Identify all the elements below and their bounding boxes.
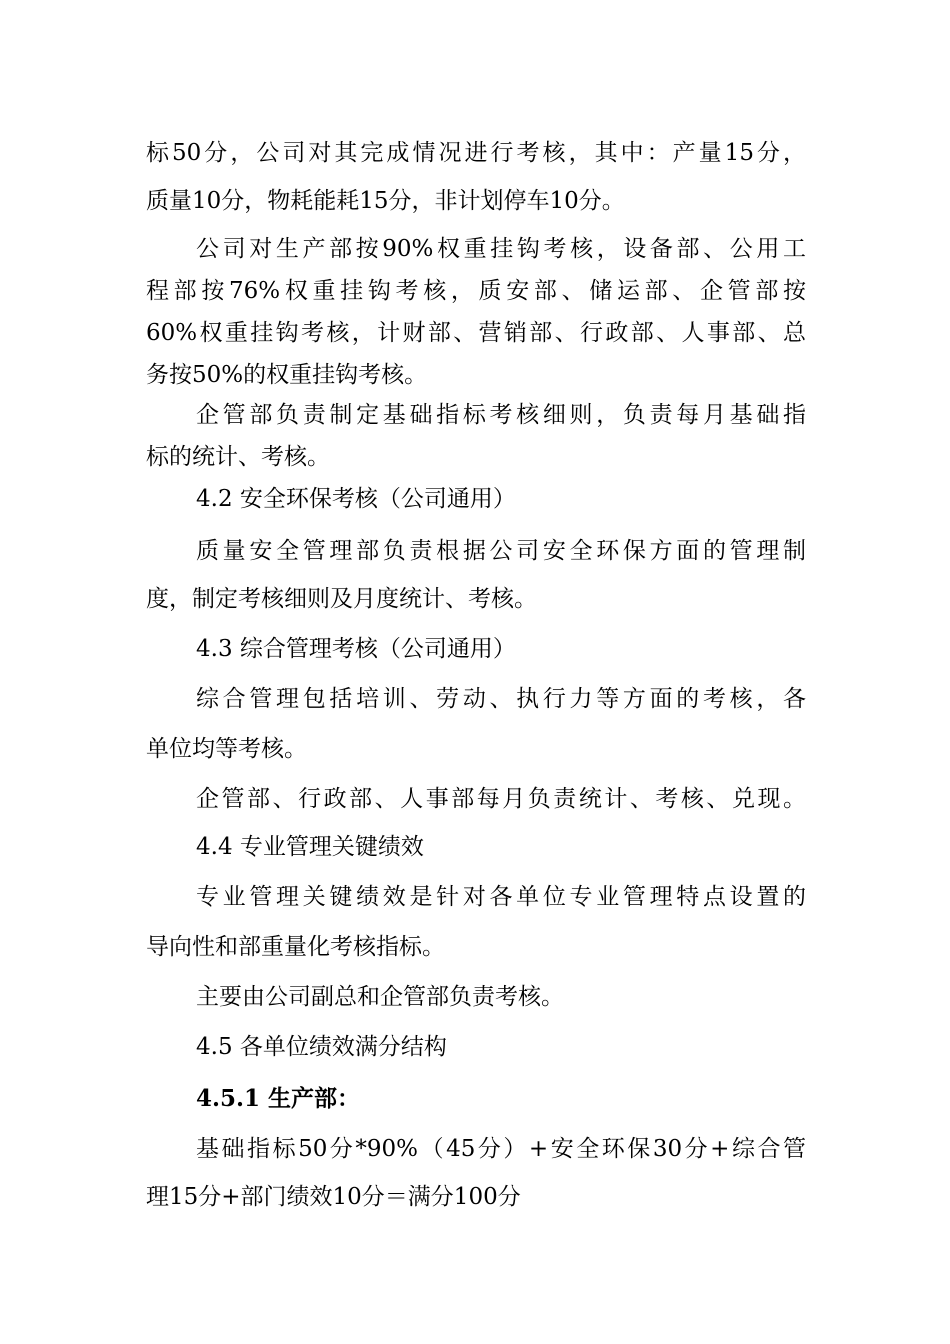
section-heading-4-5: 4.5 各单位绩效满分结构 <box>196 1034 447 1060</box>
paragraph-line: 导向性和部重量化考核指标。 <box>146 934 445 960</box>
section-heading-4-5-1: 4.5.1 生产部： <box>196 1085 361 1112</box>
section-heading-4-3: 4.3 综合管理考核（公司通用） <box>196 636 516 662</box>
paragraph-line: 标的统计、考核。 <box>146 444 330 470</box>
paragraph-line: 理15分+部门绩效10分＝满分100分 <box>146 1184 521 1210</box>
section-heading-4-2: 4.2 安全环保考核（公司通用） <box>196 486 516 512</box>
paragraph-line: 质量安全管理部负责根据公司安全环保方面的管理制 <box>196 538 806 564</box>
paragraph-line: 程部按76%权重挂钩考核，质安部、储运部、企管部按 <box>146 278 806 304</box>
section-heading-4-4: 4.4 专业管理关键绩效 <box>196 834 424 860</box>
paragraph-line: 综合管理包括培训、劳动、执行力等方面的考核，各 <box>196 686 806 712</box>
paragraph-line: 公司对生产部按90%权重挂钩考核，设备部、公用工 <box>196 236 806 262</box>
paragraph-line: 务按50%的权重挂钩考核。 <box>146 362 428 388</box>
paragraph-line: 度，制定考核细则及月度统计、考核。 <box>146 586 537 612</box>
paragraph-line: 主要由公司副总和企管部负责考核。 <box>196 984 564 1010</box>
paragraph-line: 60%权重挂钩考核，计财部、营销部、行政部、人事部、总 <box>146 320 806 346</box>
paragraph-line: 单位均等考核。 <box>146 736 307 762</box>
paragraph-line: 企管部负责制定基础指标考核细则，负责每月基础指 <box>196 402 806 428</box>
paragraph-line: 企管部、行政部、人事部每月负责统计、考核、兑现。 <box>196 786 806 812</box>
paragraph-line: 基础指标50分*90%（45分）+安全环保30分+综合管 <box>196 1136 806 1162</box>
paragraph-line: 质量10分，物耗能耗15分，非计划停车10分。 <box>146 188 625 214</box>
paragraph-line: 标50分，公司对其完成情况进行考核，其中：产量15分， <box>146 140 806 166</box>
paragraph-line: 专业管理关键绩效是针对各单位专业管理特点设置的 <box>196 884 806 910</box>
